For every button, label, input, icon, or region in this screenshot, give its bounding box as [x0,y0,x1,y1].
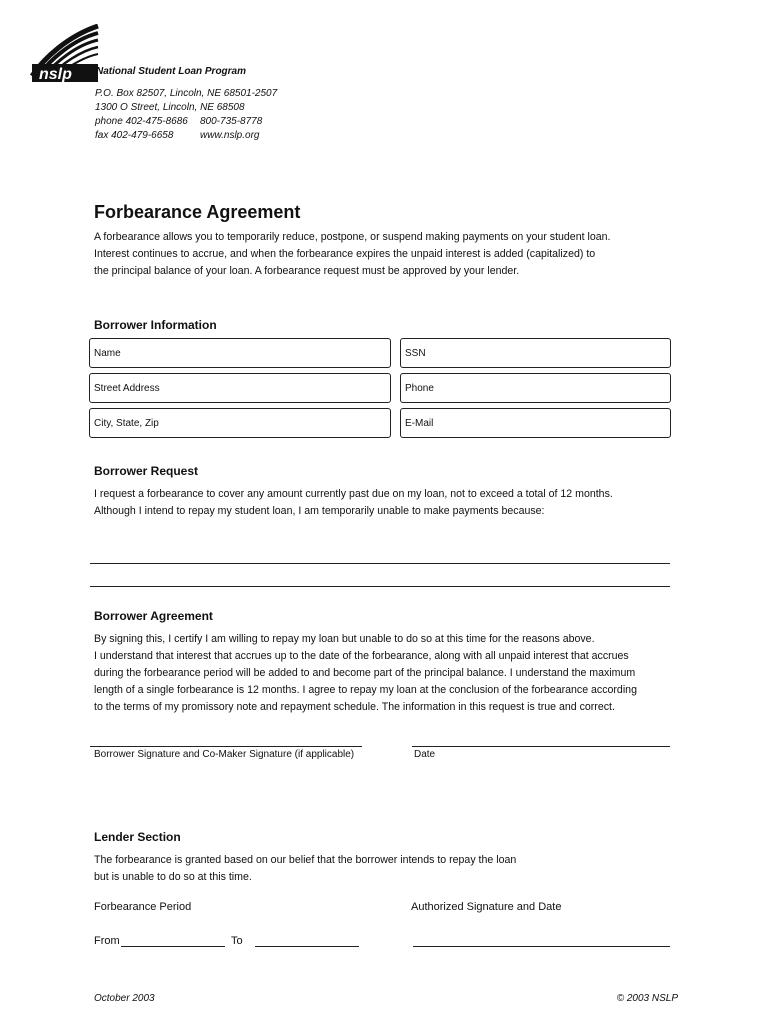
reason-line-1[interactable] [90,563,670,564]
lender-section-heading: Lender Section [94,830,181,844]
date-label: Date [414,749,436,760]
borrower-request-heading: Borrower Request [94,464,199,478]
footer-date: October 2003 [94,993,155,1004]
logo-text: nslp [39,66,72,83]
fax-row [95,129,315,143]
street-address-field[interactable] [89,373,391,403]
address-line-2: 1300 O Street, Lincoln, NE 68508 [95,102,245,113]
to-label: To [231,935,243,947]
tollfree-number: 800-735-8778 [200,116,263,127]
phone-field[interactable] [400,373,671,403]
request-line-2: Although I intend to repay my student loan, I am temporarily unable to make payments because: [94,505,545,517]
agreement-line-5: to the terms of my promissory note and repayment schedule. The information in this request is true and correct. [94,701,615,713]
street-address-field-label: Street Address [94,382,160,394]
name-field-label: Name [94,347,121,359]
reason-line-2[interactable] [90,586,670,587]
phone-field-label: Phone [405,382,434,394]
city-state-zip-field-label: City, State, Zip [94,417,159,429]
from-label: From [94,935,120,947]
from-date-line[interactable] [121,946,225,947]
borrower-signature-label: Borrower Signature and Co-Maker Signature (if applicable) [94,749,355,760]
footer-copyright: © 2003 NSLP [616,993,678,1004]
nslp-logo [28,24,100,84]
agreement-line-4: length of a single forbearance is 12 months. I agree to repay my loan at the conclusion of the forbearance according [94,684,637,696]
to-date-line[interactable] [255,946,359,947]
date-line[interactable] [412,746,670,747]
phone-row [95,115,315,129]
intro-line-1: A forbearance allows you to temporarily reduce, postpone, or suspend making payments on your student loan. [94,231,611,243]
borrower-info-heading: Borrower Information [94,318,217,332]
document-title: Forbearance Agreement [94,202,301,222]
request-line-1: I request a forbearance to cover any amount currently past due on my loan, not to exceed a total of 12 months. [94,488,613,500]
authorized-signature-label: Authorized Signature and Date [411,901,562,913]
agreement-line-3: during the forbearance period will be added to and become part of the principal balance. I understand the maximum [94,667,636,679]
intro-line-3: the principal balance of your loan. A forbearance request must be approved by your lender. [94,265,520,277]
website-link[interactable]: www.nslp.org [200,130,260,141]
phone-number: phone 402-475-8686 [95,116,188,127]
borrower-signature-line[interactable] [90,746,362,747]
intro-line-2: Interest continues to accrue, and when the forbearance expires the unpaid interest is added (capitalized) to [94,248,596,260]
city-state-zip-field[interactable] [89,408,391,438]
agreement-line-1: By signing this, I certify I am willing to repay my loan but unable to do so at this time for the reasons above. [94,633,595,645]
fax-number: fax 402-479-6658 [95,130,174,141]
lender-line-1: The forbearance is granted based on our belief that the borrower intends to repay the loan [94,854,517,866]
org-name: National Student Loan Program [96,66,247,77]
email-field[interactable] [400,408,671,438]
email-field-label: E-Mail [405,417,434,429]
borrower-agreement-heading: Borrower Agreement [94,609,213,623]
forbearance-period-label: Forbearance Period [94,901,192,913]
ssn-field-label: SSN [405,347,426,359]
ssn-field[interactable] [400,338,671,368]
agreement-line-2: I understand that interest that accrues up to the date of the forbearance, along with all unpaid interest that accrues [94,650,629,662]
authorized-signature-line[interactable] [413,946,670,947]
address-line-1: P.O. Box 82507, Lincoln, NE 68501-2507 [95,88,278,99]
lender-line-2: but is unable to do so at this time. [94,871,252,883]
name-field[interactable] [89,338,391,368]
